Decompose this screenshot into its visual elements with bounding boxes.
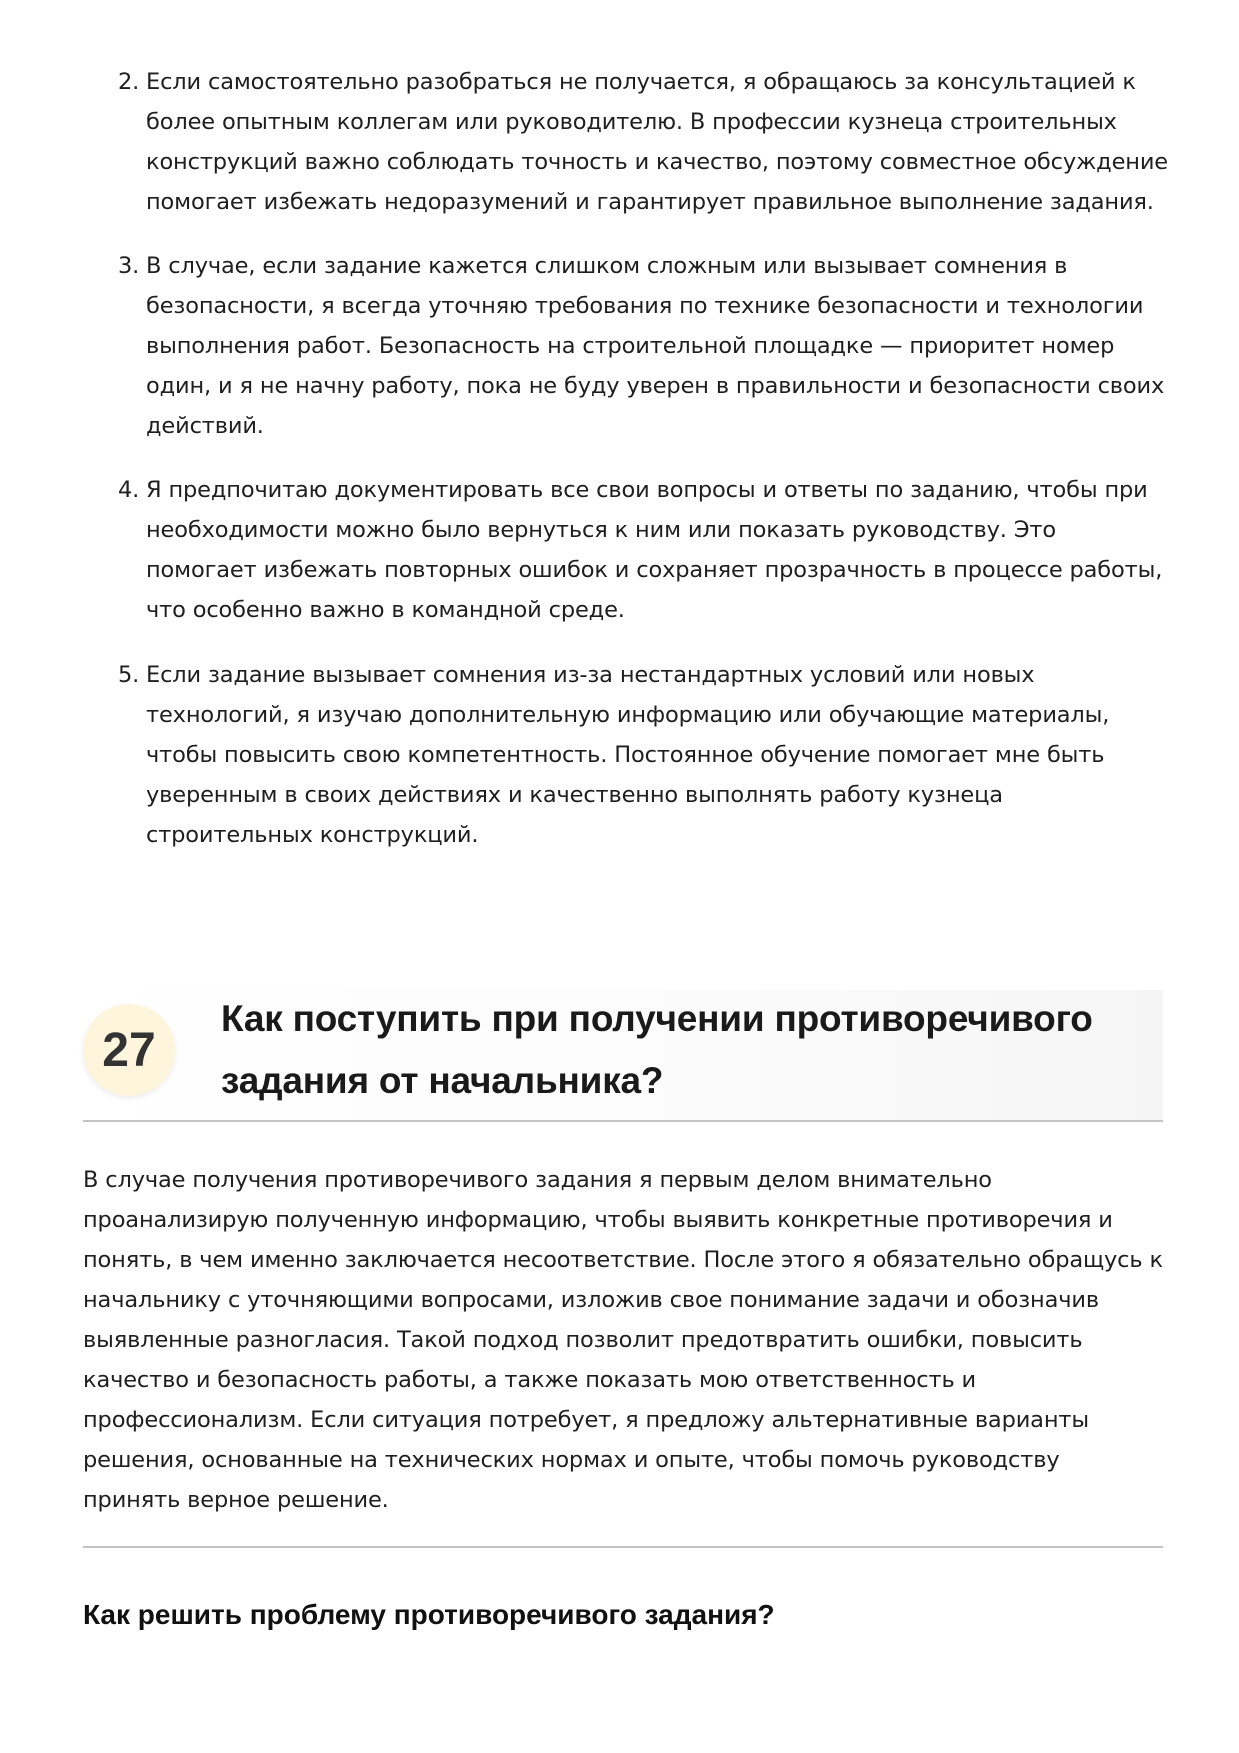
sub-heading: Как решить проблему противоречивого задания? bbox=[83, 1599, 775, 1630]
answer-paragraph: В случае получения противоречивого задания я первым делом внимательно проанализирую полученную информацию, чтобы выявить конкретные противоречия и понять, в чем именно заключается несоответствие. После этого я обязательно обращусь к начальнику с уточняющими вопросами, изложив свое понимание задачи и обозначив выявленные разногласия. Такой подход позволит предотвратить ошибки, повысить качество и безопасность работы, а также показать мою ответственность и профессионализм. Если ситуация потребует, я предложу альтернативные варианты решения, основанные на технических нормах и опыте, чтобы помочь руководству принять верное решение. bbox=[83, 1167, 1163, 1513]
list-item-number: 3. bbox=[118, 253, 140, 279]
section-divider bbox=[83, 1546, 1163, 1548]
list-item-number: 5. bbox=[118, 662, 140, 688]
question-title: Как поступить при получении противоречивого задания от начальника? bbox=[221, 998, 1093, 1101]
list-item-number: 4. bbox=[118, 477, 140, 503]
list-item bbox=[118, 246, 1168, 446]
list-item-text: Если самостоятельно разобраться не получается, я обращаюсь за консультацией к более опытным коллегам или руководителю. В профессии кузнеца строительных конструкций важно соблюдать точность и качество, поэтому совместное обсуждение помогает избежать недоразумений и гарантирует правильное выполнение задания. bbox=[146, 69, 1168, 215]
question-number-badge: 27 bbox=[83, 1004, 175, 1096]
list-item-text: Я предпочитаю документировать все свои вопросы и ответы по заданию, чтобы при необходимости можно было вернуться к ним или показать руководству. Это помогает избежать повторных ошибок и сохраняет прозрачность в процессе работы, что особенно важно в командной среде. bbox=[146, 477, 1163, 623]
list-item-text: В случае, если задание кажется слишком сложным или вызывает сомнения в безопасности, я всегда уточняю требования по технике безопасности и технологии выполнения работ. Безопасность на строительной площадке — приоритет номер один, и я не начну работу, пока не буду уверен в правильности и безопасности своих действий. bbox=[146, 253, 1165, 439]
list-item bbox=[118, 655, 1168, 855]
list-item bbox=[118, 470, 1168, 630]
list-item-text: Если задание вызывает сомнения из-за нестандартных условий или новых технологий, я изучаю дополнительную информацию или обучающие материалы, чтобы повысить свою компетентность. Постоянное обучение помогает мне быть уверенным в своих действиях и качественно выполнять работу кузнеца строительных конструкций. bbox=[146, 662, 1110, 848]
question-header bbox=[83, 990, 1163, 1122]
list-item-number: 2. bbox=[118, 69, 140, 95]
answer-list bbox=[118, 62, 1168, 879]
list-item bbox=[118, 62, 1168, 222]
